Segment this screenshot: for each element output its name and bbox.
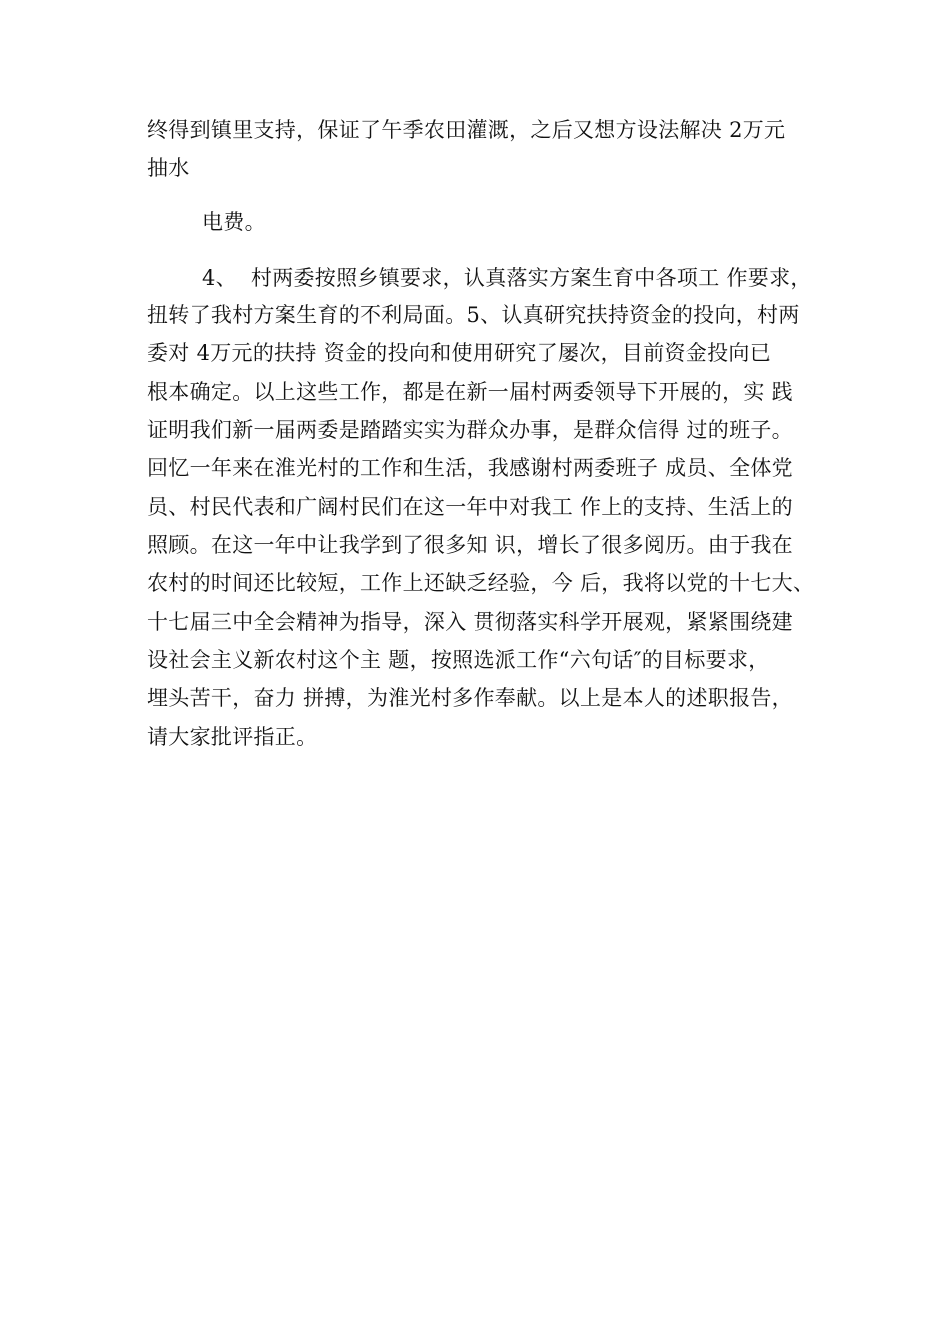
text-line: 终得到镇里支持，保证了午季农田灌溉，之后又想方设法解决 2万元: [147, 118, 786, 142]
text-line: 扭转了我村方案生育的不利局面。5、认真研究扶持资金的投向，村两: [147, 303, 800, 327]
text-line: 照顾。在这一年中让我学到了很多知 识，增长了很多阅历。由于我在: [147, 533, 793, 557]
text-line: 十七届三中全会精神为指导，深入 贯彻落实科学开展观，紧紧围绕建: [147, 610, 793, 634]
text-line: 埋头苦干，奋力 拼搏，为淮光村多作奉献。以上是本人的述职报告，: [147, 686, 793, 710]
text-line: 员、村民代表和广阔村民们在这一年中对我工 作上的支持、生活上的: [147, 495, 793, 519]
text-line: 证明我们新一届两委是踏踏实实为群众办事，是群众信得 过的班子。: [147, 418, 793, 442]
text-line: 回忆一年来在淮光村的工作和生活，我感谢村两委班子 成员、全体党: [147, 456, 793, 480]
text-line: 设社会主义新农村这个主 题，按照选派工作“六句话″的目标要求，: [147, 648, 770, 672]
text-line: 抽水: [147, 156, 190, 180]
text-line: 4、 村两委按照乡镇要求，认真落实方案生育中各项工 作要求，: [202, 266, 812, 290]
text-line: 农村的时间还比较短，工作上还缺乏经验，今 后，我将以党的十七大、: [147, 571, 815, 595]
text-line: 根本确定。以上这些工作，都是在新一届村两委领导下开展的，实 践: [147, 380, 793, 404]
text-line: 请大家批评指正。: [147, 725, 318, 749]
text-line: 电费。: [202, 210, 266, 234]
text-line: 委对 4万元的扶持 资金的投向和使用研究了屡次，目前资金投向已: [147, 341, 772, 365]
